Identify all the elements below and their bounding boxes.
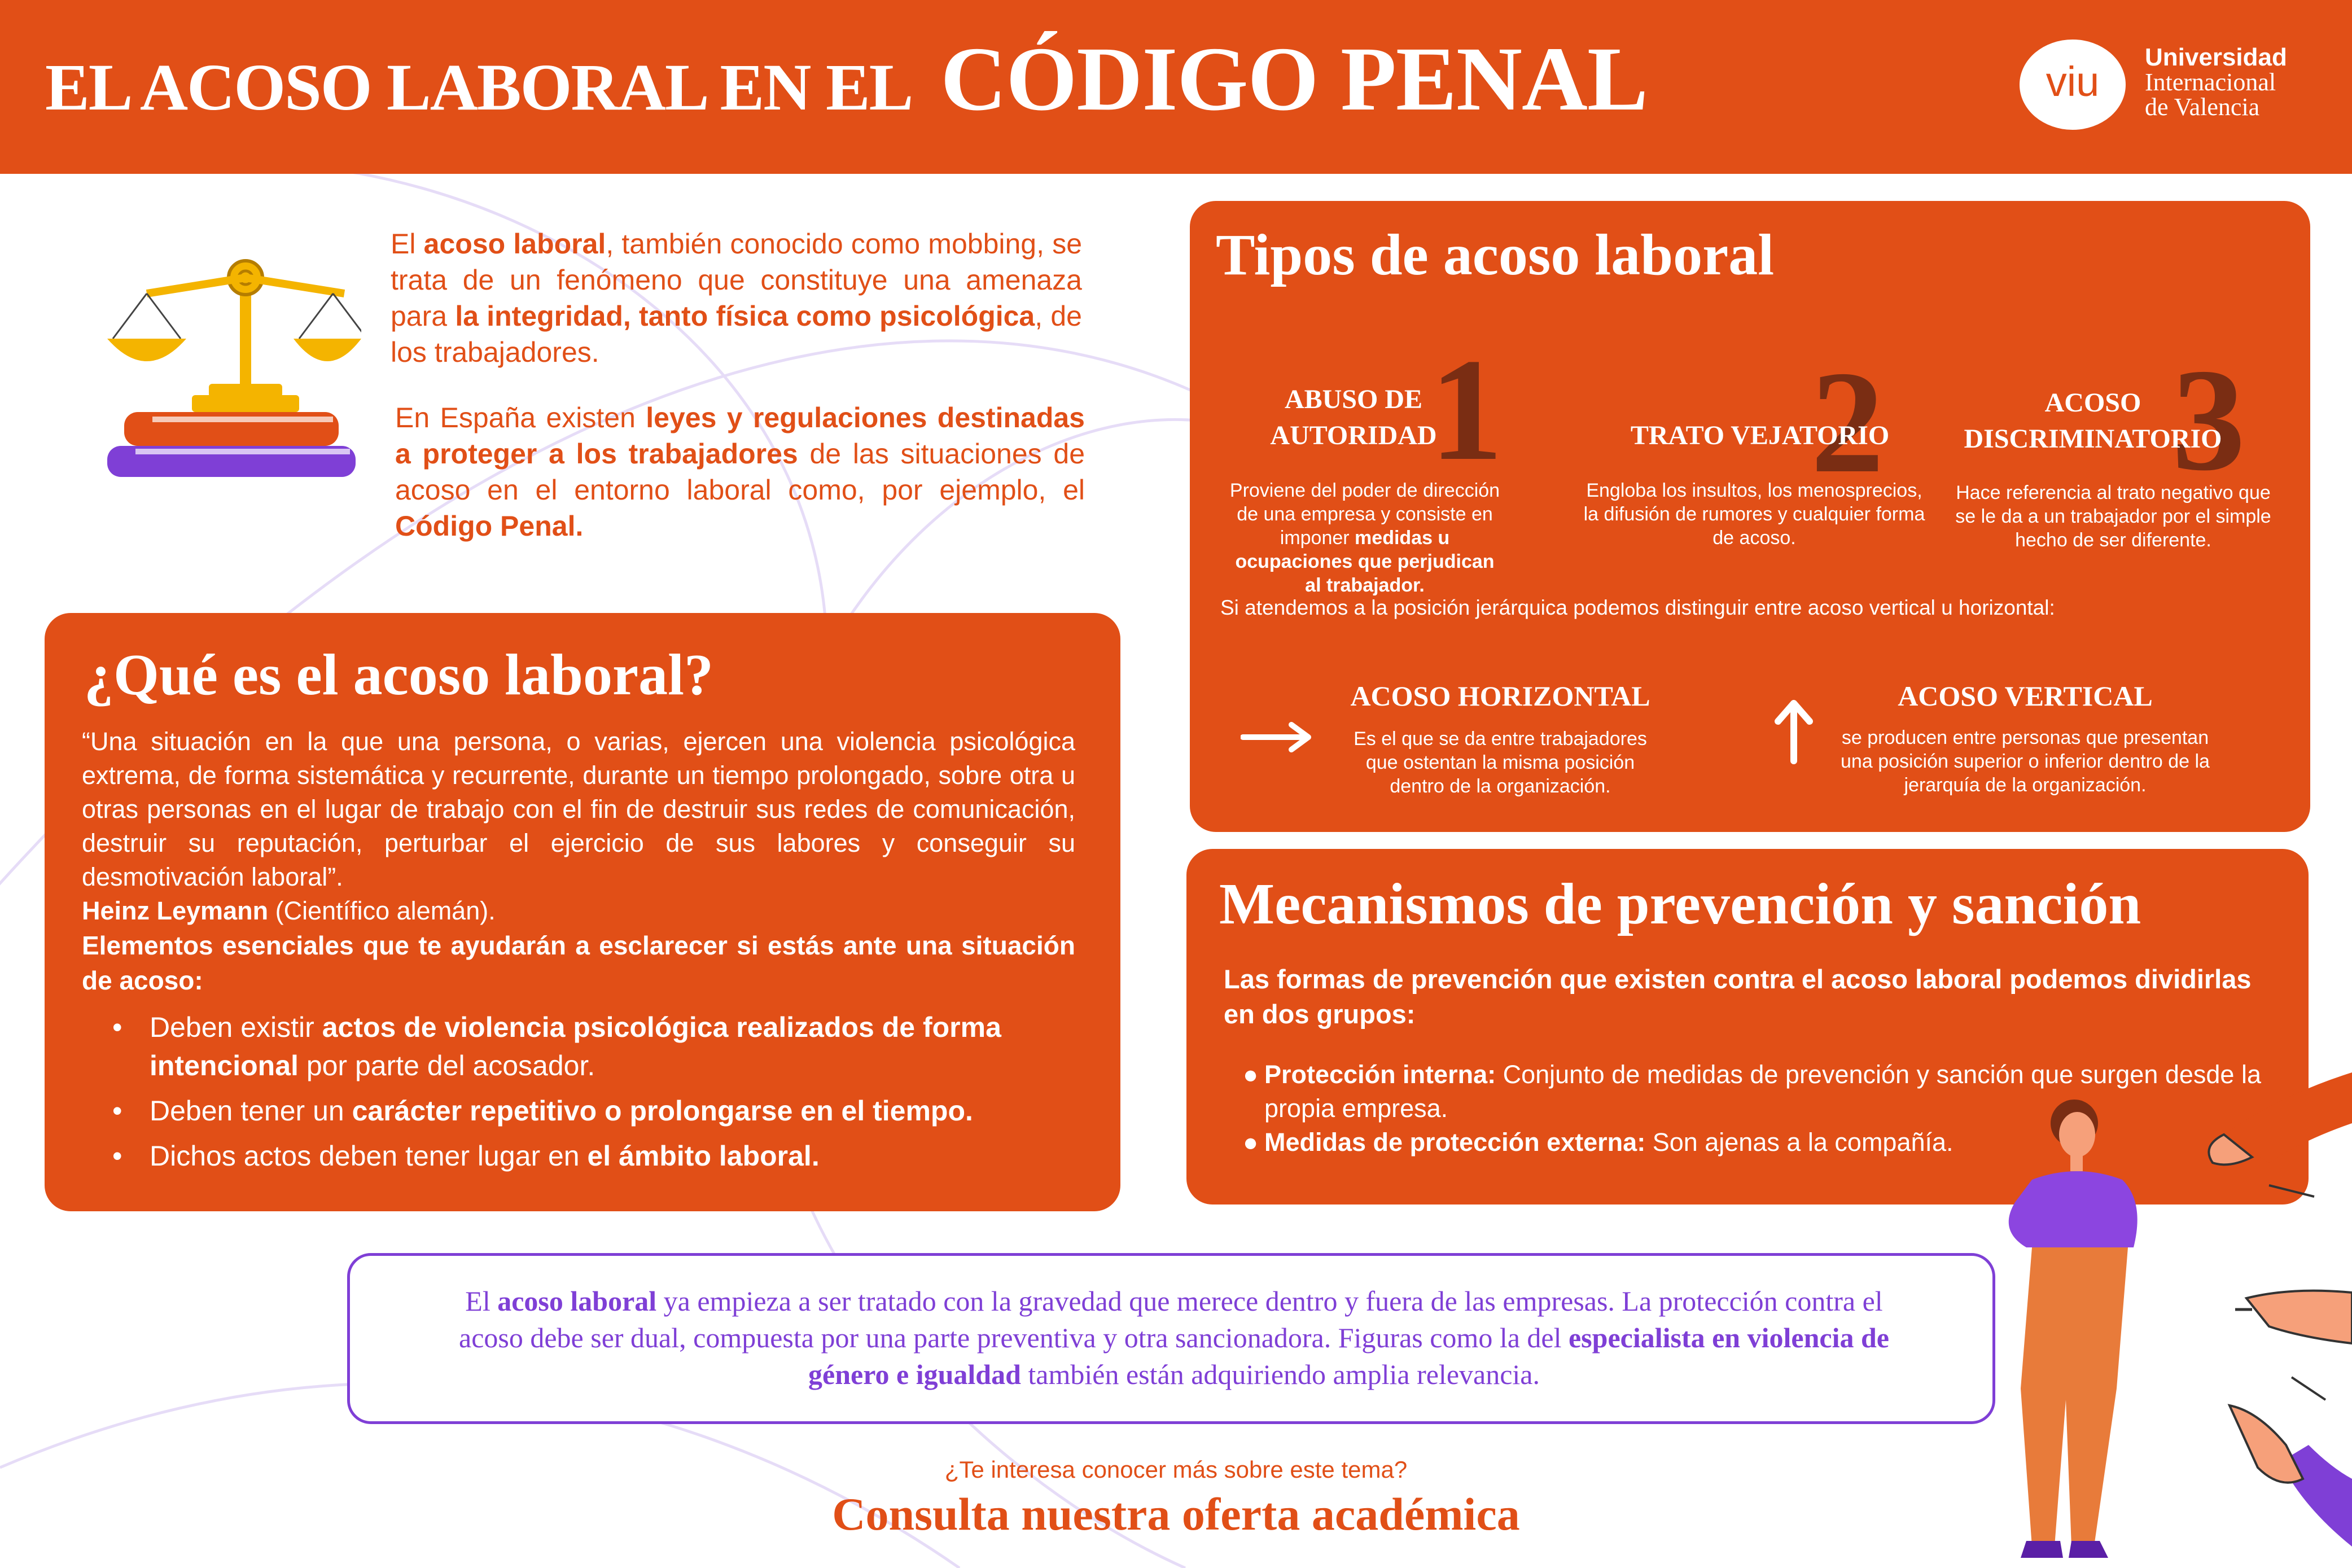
page-title-part2: CÓDIGO PENAL — [940, 29, 1648, 130]
quote-author: Heinz Leymann — [82, 896, 269, 925]
type-name-1 — [1252, 382, 1455, 454]
justice-scale-illustration — [102, 254, 361, 502]
person-pointed-at-illustration — [1987, 1061, 2352, 1568]
text-run: Proviene del poder de dirección de una empresa y consiste en imponer — [1229, 480, 1500, 549]
emphasis-text: leyes y regulaciones destinadas a proteger a los trabajadores — [395, 402, 1085, 470]
quote-text: “Una situación en la que una persona, o varias, ejercen una violencia psicológica extrema, de forma sistemática y recurrente, durante un tiempo prolongado, sobre otra u otras personas en el lugar de trabajo con el fin de destruir sus redes de comunicación, destruir su reputación, perturbar el ejercicio de sus labores y conseguir su desmotivación laboral”. — [82, 727, 1075, 891]
emphasis-text: actos de violencia psicológica realizados de forma intencional — [150, 1011, 1001, 1081]
type-number-3: 3 — [2172, 339, 2245, 501]
intro-paragraph-1 — [391, 226, 1082, 370]
type-desc-2 — [1579, 479, 1929, 550]
header-bar — [0, 0, 2352, 174]
list-item-text — [150, 1095, 973, 1127]
text-run: El — [465, 1285, 498, 1317]
page-title-part1: EL ACOSO LABORAL EN EL — [45, 50, 913, 124]
type-name-2-line2: TRATO VEJATORIO — [1630, 421, 1890, 450]
intro-paragraph-2 — [395, 400, 1085, 544]
mechanism-text-external: Son ajenas a la compañía. — [1645, 1128, 1954, 1157]
emphasis-text: Código Penal. — [395, 510, 584, 542]
type-number-1: 1 — [1430, 329, 1503, 491]
emphasis-text: la integridad, tanto física como psicológica — [455, 300, 1035, 332]
text-run: , también conocido como mobbing, se trata de un fenómeno que constituye una amenaza para — [391, 228, 1083, 332]
text-run: por parte del acosador. — [298, 1050, 595, 1081]
bullet: ● — [1243, 1060, 1259, 1089]
text-run: Dichos actos deben tener lugar en — [150, 1140, 588, 1172]
list-item — [101, 1092, 1083, 1130]
type-name-3 — [1952, 385, 2234, 457]
emphasis-text: medidas u ocupaciones que perjudican al trabajador. — [1235, 527, 1495, 596]
vertical-desc: se producen entre personas que presentan una posición superior o inferior dentro de la jerarquía de la organización. — [1841, 727, 2210, 796]
type-name-2-line1 — [1602, 382, 1918, 418]
text-run: Engloba los insultos, los menosprecios, la difusión de rumores y cualquier forma de acoso. — [1583, 480, 1925, 549]
text-run: también están adquiriendo amplia relevancia. — [1020, 1359, 1540, 1390]
text-run: ya empieza a ser tratado con la gravedad que merece dentro y fuera de las empresas. La protección contra el acoso debe ser dual, compuesta por una parte preventiva y otra sancionadora. Figuras como la del — [459, 1285, 1883, 1354]
type-name-3-line1: ACOSO — [2044, 388, 2141, 418]
quote-author-note: (Científico alemán). — [268, 896, 496, 925]
what-is-title: ¿Qué es el acoso laboral? — [84, 642, 714, 707]
mechanism-text-internal: Conjunto de medidas de prevención y sanción que surgen desde la propia empresa. — [1264, 1060, 2261, 1123]
text-run: Hace referencia al trato negativo que se le da a un trabajador por el simple hecho de ser diferente. — [1955, 482, 2271, 551]
what-is-panel — [45, 613, 1120, 1211]
type-number-2: 2 — [1811, 341, 1884, 503]
logo-mark[interactable]: viu — [2020, 40, 2126, 130]
page-title — [45, 29, 1648, 130]
bullet: • — [112, 1011, 122, 1043]
emphasis-text: carácter repetitivo o prolongarse en el tiempo. — [352, 1095, 973, 1127]
text-run: , de los trabajadores. — [391, 300, 1082, 368]
type-name-2 — [1602, 382, 1918, 454]
mechanism-label-external: Medidas de protección externa: — [1264, 1128, 1646, 1157]
types-panel — [1190, 201, 2310, 832]
arrow-up-icon — [1771, 698, 1816, 765]
types-title: Tipos de acoso laboral — [1216, 222, 1775, 287]
elements-list — [101, 1008, 1083, 1182]
list-item — [101, 1137, 1083, 1175]
conclusion-text — [440, 1283, 1908, 1393]
horizontal-title: ACOSO HORIZONTAL — [1350, 680, 1650, 712]
emphasis-text: acoso laboral — [497, 1285, 657, 1317]
conclusion-box — [347, 1253, 1995, 1424]
mechanisms-title: Mecanismos de prevención y sanción — [1219, 871, 2141, 936]
logo-line1: Universidad — [2145, 43, 2287, 71]
horizontal-desc: Es el que se da entre trabajadores que ostentan la misma posición dentro de la organización. — [1354, 728, 1647, 797]
text-run: de las situaciones de acoso en el entorno laboral como, por ejemplo, el — [395, 438, 1085, 506]
cta-question: ¿Te interesa conocer más sobre este tema? — [944, 1456, 1408, 1483]
logo-text[interactable] — [2145, 45, 2287, 120]
list-item-text — [150, 1140, 820, 1172]
emphasis-text: acoso laboral — [423, 228, 606, 260]
logo-line3: de Valencia — [2145, 93, 2260, 121]
type-desc-3 — [1955, 481, 2271, 552]
cta-link[interactable]: Consulta nuestra oferta académica — [832, 1488, 1520, 1540]
text-run: El — [391, 228, 424, 260]
mechanisms-intro: Las formas de prevención que existen contra el acoso laboral podemos dividirlas en dos grupos: — [1224, 964, 2252, 1029]
elements-intro: Elementos esenciales que te ayudarán a esclarecer si estás ante una situación de acoso: — [82, 931, 1075, 995]
text-run: Deben tener un — [150, 1095, 352, 1127]
bullet: • — [112, 1095, 122, 1127]
type-name-1-line2: AUTORIDAD — [1270, 421, 1437, 450]
hierarchy-intro: Si atendemos a la posición jerárquica podemos distinguir entre acoso vertical u horizontal: — [1220, 596, 2055, 619]
bullet: ● — [1243, 1128, 1259, 1157]
type-name-1-line1: ABUSO DE — [1284, 384, 1423, 414]
list-item — [101, 1008, 1083, 1085]
emphasis-text: especialista en violencia de género e igualdad — [808, 1322, 1889, 1390]
bullet: • — [112, 1140, 122, 1172]
arrow-right-icon — [1241, 720, 1314, 754]
text-run: En España existen — [395, 402, 646, 433]
type-name-3-line2: DISCRIMINATORIO — [1964, 424, 2222, 454]
list-item-text — [150, 1011, 1001, 1081]
logo-line2: Internacional — [2145, 68, 2276, 96]
type-desc-1 — [1229, 479, 1500, 597]
emphasis-text: el ámbito laboral. — [587, 1140, 820, 1172]
text-run: Deben existir — [150, 1011, 322, 1043]
vertical-title: ACOSO VERTICAL — [1898, 680, 2153, 712]
leymann-quote — [82, 725, 1075, 928]
mechanism-label-internal: Protección interna: — [1264, 1060, 1496, 1089]
